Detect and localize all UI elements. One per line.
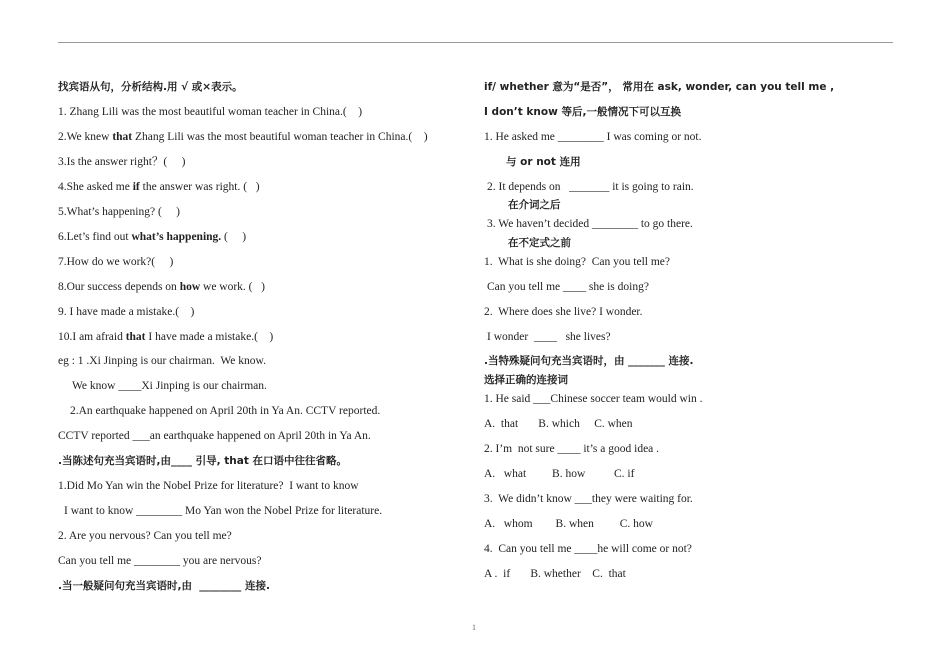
choice-3-options: A. whom B. when C. how [484,518,653,530]
exercise-keyword: if [132,181,140,193]
exercise-item [58,305,194,319]
choice-2-options: A. what B. how C. if [484,468,635,480]
exercise-item [58,205,180,219]
exercise-item [58,155,185,169]
special-question-2-answer: I wonder ____ she lives? [487,331,611,343]
choice-1: 1. He said ___Chinese soccer team would win . [484,393,703,405]
exercise-text-end: ( ) [221,231,247,243]
usage-1-note: 与 or not 连用 [506,156,581,168]
exercise-text: 5.What’s happening? ( ) [58,206,180,218]
special-question-1-answer: Can you tell me ____ she is doing? [487,281,649,293]
header-rule [58,42,893,43]
usage-3-note: 在不定式之前 [508,237,571,249]
exercise-item [58,280,265,294]
special-question-2: 2. Where does she live? I wonder. [484,306,643,318]
rule-special-question: .当特殊疑问句充当宾语时，由 _______ 连接. [484,355,694,367]
exercise-text: 6.Let’s find out [58,231,132,243]
usage-2: 2. It depends on _______ it is going to rain. [487,181,694,193]
exercise-item [58,180,260,194]
usage-1: 1. He asked me ________ I was coming or not. [484,131,702,143]
example-1-answer: We know ____Xi Jinping is our chairman. [72,380,267,392]
choice-4-options: A . if B. whether C. that [484,568,626,580]
question-2: 2. Are you nervous? Can you tell me? [58,530,232,542]
example-2: 2.An earthquake happened on April 20th in Ya An. CCTV reported. [70,405,381,417]
usage-2-note: 在介词之后 [508,199,561,211]
exercise-text: 7.How do we work?( ) [58,256,174,268]
usage-3: 3. We haven’t decided ________ to go there. [487,218,693,230]
exercise-text-end: I have made a mistake.( ) [145,331,274,343]
question-1: 1.Did Mo Yan win the Nobel Prize for literature? I want to know [58,480,359,492]
exercise-text: 9. I have made a mistake.( ) [58,306,195,318]
rule-yes-no-question: .当一般疑问句充当宾语时,由 ________ 连接. [58,580,270,592]
exercise-item [58,330,273,344]
rule-declarative: .当陈述句充当宾语时,由____ 引导, that 在口语中往往省略。 [58,455,348,467]
exercise-text: 10.I am afraid [58,331,126,343]
right-heading-2: I don’t know 等后,一般情况下可以互换 [484,106,681,118]
choice-1-options: A. that B. which C. when [484,418,633,430]
page-number: 1 [472,623,476,632]
left-heading: 找宾语从句，分析结构.用 √ 或×表示。 [58,81,243,93]
choose-heading: 选择正确的连接词 [484,374,568,386]
exercise-text-end: we work. ( ) [200,281,265,293]
exercise-item [58,230,246,244]
example-2-answer: CCTV reported ___an earthquake happened on April 20th in Ya An. [58,430,371,442]
exercise-keyword: that [125,331,146,343]
exercise-keyword: that [112,131,133,143]
choice-3: 3. We didn’t know ___they were waiting for. [484,493,693,505]
exercise-text: 4.She asked me [58,181,133,193]
exercise-item [58,130,428,144]
exercise-item [58,105,362,119]
exercise-text: 8.Our success depends on [58,281,180,293]
right-heading-1: if/ whether 意为“是否”， 常用在 ask, wonder, can you tell me , [484,81,835,93]
special-question-1: 1. What is she doing? Can you tell me? [484,256,670,268]
choice-2: 2. I’m not sure ____ it’s a good idea . [484,443,660,455]
question-2-answer: Can you tell me ________ you are nervous? [58,555,262,567]
exercise-text: 2.We knew [58,131,113,143]
exercise-text: 3.Is the answer right？( ) [58,156,186,168]
exercise-keyword: what’s happening. [131,231,222,243]
choice-4: 4. Can you tell me ____he will come or not? [484,543,692,555]
example-1: eg : 1 .Xi Jinping is our chairman. We know. [58,355,266,367]
exercise-item [58,255,173,269]
exercise-text-end: the answer was right. ( ) [139,181,260,193]
question-1-answer: I want to know ________ Mo Yan won the Nobel Prize for literature. [64,505,383,517]
exercise-text: 1. Zhang Lili was the most beautiful woman teacher in China.( ) [58,106,363,118]
exercise-keyword: how [179,281,201,293]
exercise-text-end: Zhang Lili was the most beautiful woman teacher in China.( ) [132,131,428,143]
